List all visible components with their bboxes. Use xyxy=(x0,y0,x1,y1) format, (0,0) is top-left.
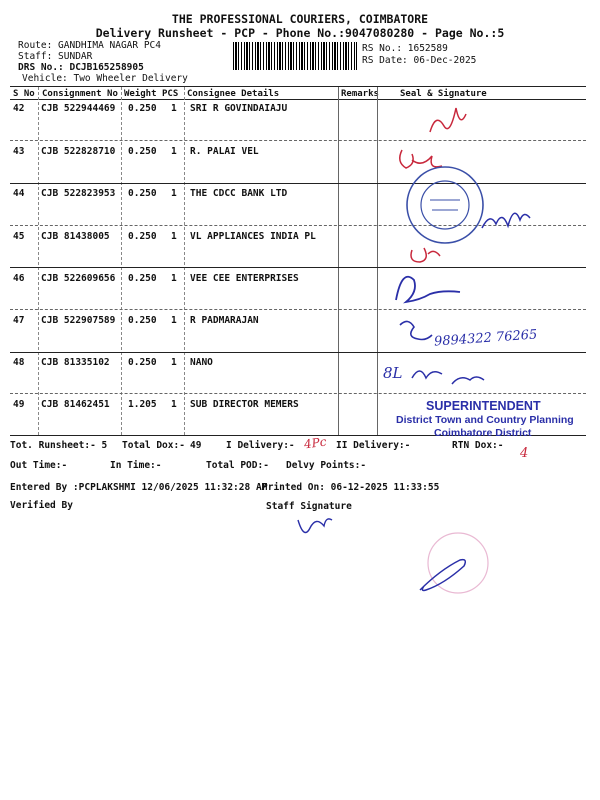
row-pcs: 1 xyxy=(171,103,177,114)
handwritten-ii-mark: 4Pc xyxy=(303,434,328,452)
row-consignee: THE CDCC BANK LTD xyxy=(190,188,288,199)
handwritten-mark-row48: 8L xyxy=(383,364,403,382)
red-signature xyxy=(411,248,440,262)
tot-runsheet: Tot. Runsheet:- 5 xyxy=(10,440,108,451)
printed-on: Printed On: 06-12-2025 11:33:55 xyxy=(262,482,440,493)
row-sno: 45 xyxy=(13,231,25,242)
row-weight: 0.250 xyxy=(128,103,157,114)
col-header-sno: S No xyxy=(13,89,35,99)
col-header-pcs: PCS xyxy=(162,89,179,99)
bank-seal-text-lines xyxy=(430,200,460,210)
row-consignee: R PADMARAJAN xyxy=(190,315,259,326)
row-sno: 47 xyxy=(13,315,25,326)
row-pcs: 1 xyxy=(171,399,177,410)
entered-by: Entered By :PCPLAKSHMI 12/06/2025 11:32:28 AM xyxy=(10,482,268,493)
rs-number: RS No.: 1652589 xyxy=(362,43,448,54)
route-label: Route: GANDHIMA NAGAR PC4 xyxy=(18,40,161,51)
blue-signature xyxy=(400,321,432,339)
blue-signature xyxy=(396,277,460,302)
row-weight: 0.250 xyxy=(128,357,157,368)
row-consignee: VEE CEE ENTERPRISES xyxy=(190,273,299,284)
i-delivery-label: I Delivery:- xyxy=(226,440,295,451)
row-weight: 0.250 xyxy=(128,273,157,284)
row-sno: 44 xyxy=(13,188,25,199)
rs-date: RS Date: 06-Dec-2025 xyxy=(362,55,477,66)
row-weight: 0.250 xyxy=(128,231,157,242)
row-consignment: CJB 522828710 xyxy=(41,146,116,157)
row-sno: 46 xyxy=(13,273,25,284)
row-sno: 49 xyxy=(13,399,25,410)
total-dox-value: 49 xyxy=(190,440,202,451)
col-header-remarks: Remarks xyxy=(341,89,379,99)
row-pcs: 1 xyxy=(171,188,177,199)
blue-signature xyxy=(420,560,465,591)
staff-signature xyxy=(298,519,332,533)
row-consignee: VL APPLIANCES INDIA PL xyxy=(190,231,316,242)
row-pcs: 1 xyxy=(171,146,177,157)
row-pcs: 1 xyxy=(171,231,177,242)
red-signature xyxy=(430,108,466,132)
col-header-consignee: Consignee Details xyxy=(187,89,280,99)
red-signature xyxy=(400,150,442,168)
stamp-title: SUPERINTENDENT xyxy=(426,399,541,413)
ii-delivery-label: II Delivery:- xyxy=(336,440,411,451)
row-consignment: CJB 81438005 xyxy=(41,231,110,242)
row-consignment: CJB 522944469 xyxy=(41,103,116,114)
row-consignment: CJB 522907589 xyxy=(41,315,116,326)
row-consignee: R. PALAI VEL xyxy=(190,146,259,157)
col-header-consignment: Consignment No xyxy=(42,89,118,99)
row-consignee: SRI R GOVINDAIAJU xyxy=(190,103,288,114)
staff-label: Staff: SUNDAR xyxy=(18,51,93,62)
col-header-seal: Seal & Signature xyxy=(400,89,487,99)
in-time-label: In Time:- xyxy=(110,460,162,471)
total-dox-label: Total Dox:- xyxy=(122,440,185,451)
row-weight: 0.250 xyxy=(128,146,157,157)
row-consignment: CJB 81335102 xyxy=(41,357,110,368)
col-header-weight: Weight xyxy=(124,89,157,99)
blue-signature xyxy=(412,371,484,384)
stamp-office: District Town and Country Planning xyxy=(396,414,574,426)
row-pcs: 1 xyxy=(171,357,177,368)
vehicle-label: Vehicle: Two Wheeler Delivery xyxy=(22,73,188,84)
handwritten-phone: 9894322 76265 xyxy=(433,327,538,350)
rtn-dox-label: RTN Dox:- xyxy=(452,440,504,451)
row-pcs: 1 xyxy=(171,273,177,284)
row-weight: 0.250 xyxy=(128,315,157,326)
total-pod-label: Total POD:- xyxy=(206,460,269,471)
runsheet-subtitle: Delivery Runsheet - PCP - Phone No.:9047080280 - Page No.:5 xyxy=(95,26,505,40)
row-consignment: CJB 81462451 xyxy=(41,399,110,410)
row-consignment: CJB 522823953 xyxy=(41,188,116,199)
bank-seal-outer xyxy=(407,167,483,243)
out-time-label: Out Time:- xyxy=(10,460,68,471)
bank-seal-inner xyxy=(421,181,469,229)
row-consignee: NANO xyxy=(190,357,213,368)
delvy-points-label: Delvy Points:- xyxy=(286,460,367,471)
handwritten-rtn-mark: 4 xyxy=(520,446,529,461)
faint-seal xyxy=(428,533,488,593)
row-weight: 1.205 xyxy=(128,399,157,410)
row-weight: 0.250 xyxy=(128,188,157,199)
row-sno: 48 xyxy=(13,357,25,368)
verified-by-label: Verified By xyxy=(10,500,73,511)
staff-signature-label: Staff Signature xyxy=(266,501,352,512)
row-consignee: SUB DIRECTOR MEMERS xyxy=(190,399,299,410)
row-consignment: CJB 522609656 xyxy=(41,273,116,284)
company-title: THE PROFESSIONAL COURIERS, COIMBATORE xyxy=(171,12,429,26)
row-pcs: 1 xyxy=(171,315,177,326)
row-sno: 42 xyxy=(13,103,25,114)
blue-signature xyxy=(482,213,530,228)
drs-number: DRS No.: DCJB165258905 xyxy=(18,62,144,73)
row-sno: 43 xyxy=(13,146,25,157)
stamp-district: Coimbatore District xyxy=(434,427,532,439)
